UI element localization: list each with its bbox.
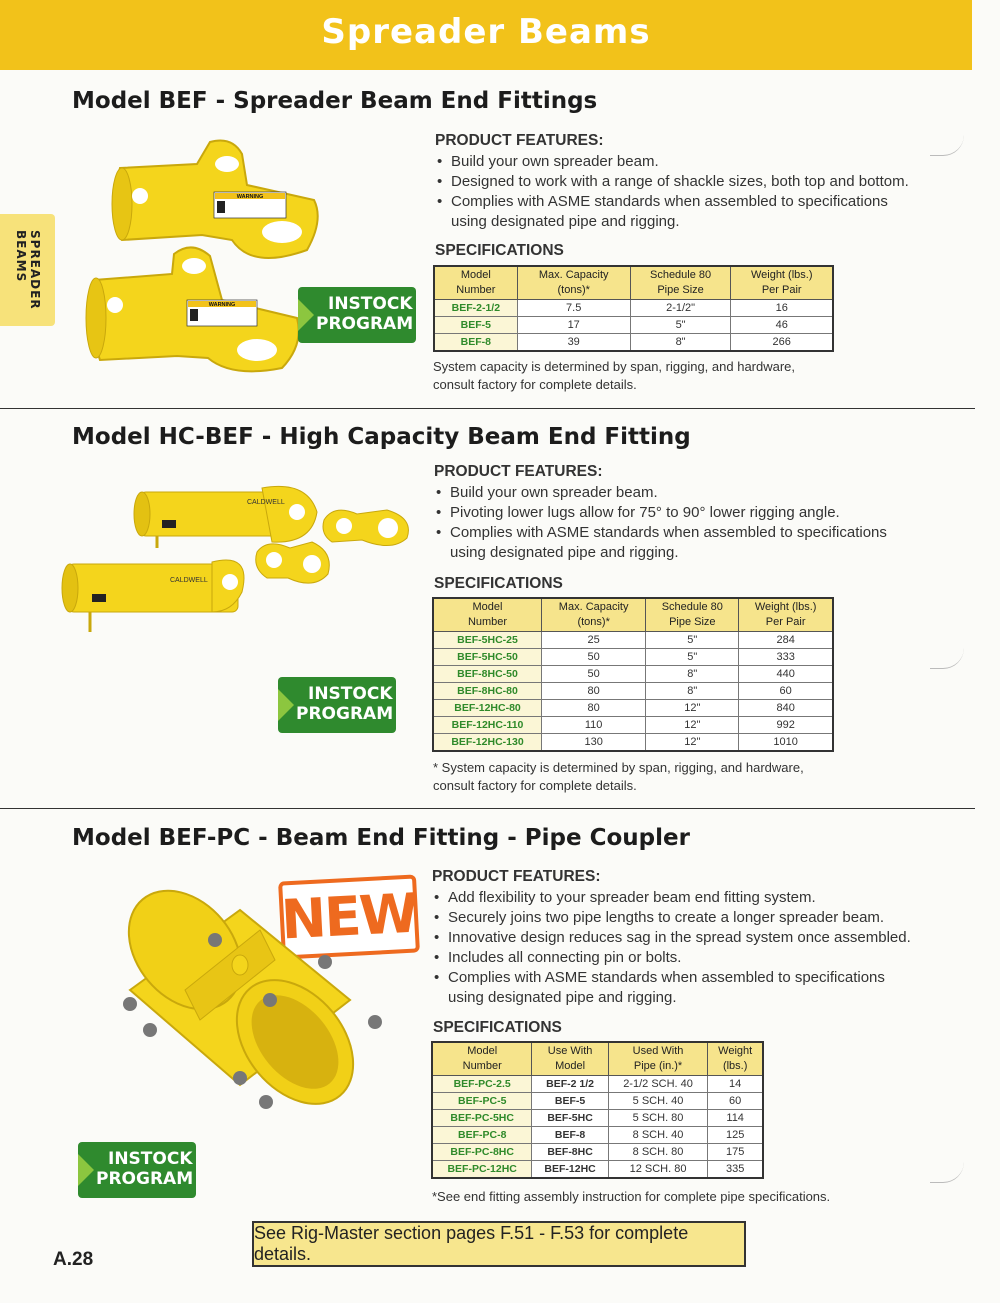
badge-line2: PROGRAM: [316, 314, 414, 334]
feature-item: • Securely joins two pipe lengths to create a longer spreader beam.: [432, 908, 927, 928]
feature-item: • Includes all connecting pin or bolts.: [432, 948, 927, 968]
feature-item: • Complies with ASME standards when assembled to specifications using designated pipe and rigging.: [434, 523, 890, 563]
features-bef-pc: [432, 867, 927, 1008]
table-row: BEF-12HC-130 130 12" 1010: [433, 734, 833, 752]
bef-fitting-top: [112, 141, 318, 259]
page-title: Spreader Beams: [321, 12, 651, 52]
bef-fitting-bottom: [86, 247, 299, 371]
column-header: Use With Model: [532, 1042, 608, 1076]
table-row: BEF-8 39 8" 266: [434, 334, 833, 352]
column-header: Max. Capacity (tons)*: [542, 598, 646, 632]
feature-item: • Build your own spreader beam.: [435, 152, 930, 172]
binder-hole-mark: [930, 135, 964, 156]
column-header: Model Number: [432, 1042, 532, 1076]
spec-header-hc-bef: SPECIFICATIONS: [434, 575, 563, 592]
badge-line2: PROGRAM: [296, 704, 394, 724]
header-banner: [0, 0, 972, 70]
table-row: BEF-5 17 5" 46: [434, 317, 833, 334]
table-row: BEF-PC-5HC BEF-5HC 5 SCH. 80 114: [432, 1110, 763, 1127]
feature-item: • Innovative design reduces sag in the spread system once assembled.: [432, 928, 927, 948]
hc-lug-bottom: [256, 542, 330, 583]
table-row: BEF-PC-8 BEF-8 8 SCH. 40 125: [432, 1127, 763, 1144]
feature-item: • Build your own spreader beam.: [434, 483, 929, 503]
column-header: Schedule 80 Pipe Size: [646, 598, 739, 632]
feature-item: • Complies with ASME standards when assembled to specifications using designated pipe and rigging.: [435, 192, 891, 232]
table-row: BEF-12HC-80 80 12" 840: [433, 700, 833, 717]
hc-bef-product-image: [62, 482, 417, 642]
feature-item: • Add flexibility to your spreader beam end fitting system.: [432, 888, 927, 908]
instock-program-badge: [278, 677, 396, 733]
features-hc-bef: [434, 462, 929, 563]
side-tab-line2: BEAMS: [14, 230, 28, 283]
features-header: PRODUCT FEATURES:: [432, 868, 601, 885]
feature-item: • Designed to work with a range of shackle sizes, both top and bottom.: [435, 172, 930, 192]
column-header: Weight (lbs.): [708, 1042, 763, 1076]
brand-mark-bottom: CALDWELL: [170, 577, 208, 584]
side-tab[interactable]: [0, 214, 55, 326]
section-title-hc-bef: Model HC-BEF - High Capacity Beam End Fitting: [72, 424, 691, 450]
table-row: BEF-8HC-50 50 8" 440: [433, 666, 833, 683]
pipe-coupler: [106, 869, 382, 1127]
table-row: BEF-8HC-80 80 8" 60: [433, 683, 833, 700]
column-header: Used With Pipe (in.)*: [608, 1042, 708, 1076]
warning-label-top: WARNING: [236, 194, 264, 200]
table-row: BEF-2-1/2 7.5 2-1/2" 16: [434, 300, 833, 317]
new-badge-text: NEW: [279, 881, 419, 952]
hc-fitting-bottom: [62, 560, 244, 632]
page-number: A.28: [53, 1249, 94, 1270]
section-divider: [0, 808, 975, 809]
features-bef: [435, 131, 930, 232]
features-header: PRODUCT FEATURES:: [435, 132, 604, 149]
column-header: Model Number: [433, 598, 542, 632]
table-row: BEF-PC-8HC BEF-8HC 8 SCH. 80 175: [432, 1144, 763, 1161]
table-row: BEF-12HC-110 110 12" 992: [433, 717, 833, 734]
badge-line2: PROGRAM: [96, 1169, 194, 1189]
instock-program-badge: [78, 1142, 196, 1198]
footer-reference-text: See Rig-Master section pages F.51 - F.53 for complete details.: [254, 1223, 689, 1264]
brand-mark-top: CALDWELL: [247, 499, 285, 506]
footer-reference-box[interactable]: [252, 1221, 746, 1267]
spec-table-bef-pc: [431, 1041, 764, 1179]
section-divider: [0, 408, 975, 409]
badge-line1: INSTOCK: [328, 294, 413, 314]
features-header: PRODUCT FEATURES:: [434, 463, 603, 480]
spec-header-bef: SPECIFICATIONS: [435, 242, 564, 259]
spec-table-bef: [433, 265, 834, 352]
table-row: BEF-5HC-50 50 5" 333: [433, 649, 833, 666]
warning-label-bottom: WARNING: [208, 302, 236, 308]
badge-line1: INSTOCK: [108, 1149, 193, 1169]
hc-lug-top: [323, 510, 408, 546]
binder-hole-mark: [930, 1162, 964, 1183]
section-title-bef-pc: Model BEF-PC - Beam End Fitting - Pipe Coupler: [72, 825, 690, 851]
table-row: BEF-5HC-25 25 5" 284: [433, 632, 833, 649]
badge-line1: INSTOCK: [308, 684, 393, 704]
spec-table-hc-bef: [432, 597, 834, 752]
side-tab-line1: SPREADER: [28, 230, 42, 310]
note-hc-bef: * System capacity is determined by span, rigging, and hardware, consult factory for complete details.: [433, 760, 804, 793]
bef-pc-product-image: [90, 870, 390, 1130]
column-header: Max. Capacity (tons)*: [517, 266, 630, 300]
column-header: Weight (lbs.) Per Pair: [739, 598, 833, 632]
table-row: BEF-PC-12HC BEF-12HC 12 SCH. 80 335: [432, 1161, 763, 1179]
hc-fitting-top: [134, 486, 317, 548]
feature-item: • Complies with ASME standards when assembled to specifications using designated pipe and rigging.: [432, 968, 888, 1008]
feature-item: • Pivoting lower lugs allow for 75° to 90° lower rigging angle.: [434, 503, 929, 523]
column-header: Schedule 80 Pipe Size: [630, 266, 731, 300]
instock-program-badge: [298, 287, 416, 343]
section-title-bef: Model BEF - Spreader Beam End Fittings: [72, 88, 598, 114]
column-header: Weight (lbs.) Per Pair: [731, 266, 833, 300]
column-header: Model Number: [434, 266, 517, 300]
note-bef-pc: *See end fitting assembly instruction for complete pipe specifications.: [432, 1189, 831, 1204]
note-bef: System capacity is determined by span, rigging, and hardware, consult factory for complete details.: [433, 359, 796, 392]
binder-hole-mark: [930, 648, 964, 669]
spec-header-bef-pc: SPECIFICATIONS: [433, 1019, 562, 1036]
bef-product-image: [92, 140, 327, 390]
table-row: BEF-PC-2.5 BEF-2 1/2 2-1/2 SCH. 40 14: [432, 1076, 763, 1093]
table-row: BEF-PC-5 BEF-5 5 SCH. 40 60: [432, 1093, 763, 1110]
